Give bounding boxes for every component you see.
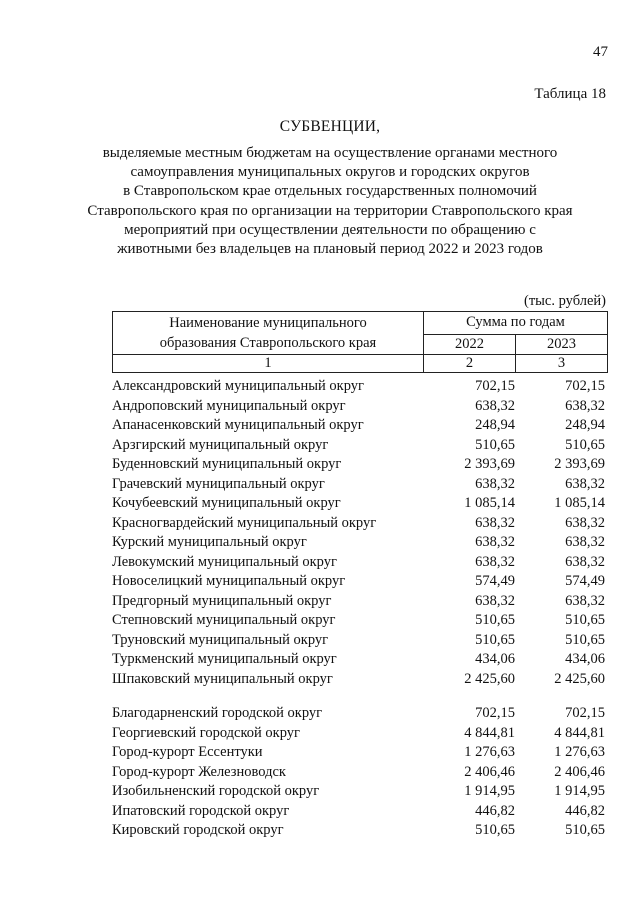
value-2022: 2 406,46 <box>464 763 515 780</box>
value-2023: 248,94 <box>565 417 605 433</box>
municipality-name: Предгорный муниципальный округ <box>112 592 332 609</box>
value-2023: 510,65 <box>565 436 605 453</box>
document-title: СУБВЕНЦИИ, <box>279 118 381 135</box>
page-number: 47 <box>593 44 608 60</box>
value-2022: 4 844,81 <box>464 724 515 741</box>
table-label: Таблица 18 <box>534 86 606 102</box>
table-row <box>112 592 608 612</box>
value-2022: 1 276,63 <box>464 744 515 760</box>
table-row <box>112 572 608 592</box>
table-row <box>112 763 608 783</box>
municipality-name: Шпаковский муниципальный округ <box>112 670 333 687</box>
unit-label: (тыс. рублей) <box>524 293 606 309</box>
municipality-name: Труновский муниципальный округ <box>112 631 329 648</box>
value-2022: 702,15 <box>475 705 515 721</box>
value-2023: 638,32 <box>565 592 605 609</box>
value-2023: 574,49 <box>565 573 605 589</box>
value-2023: 434,06 <box>565 651 605 667</box>
value-2022: 2 425,60 <box>464 670 515 687</box>
value-2022: 638,32 <box>475 514 515 531</box>
table-row <box>112 650 608 670</box>
table-row <box>112 821 608 841</box>
table-row <box>112 743 608 763</box>
value-2023: 638,32 <box>565 553 605 570</box>
municipality-name: Арзгирский муниципальный округ <box>112 436 329 453</box>
value-2023: 510,65 <box>565 822 605 838</box>
municipality-name: Кировский городской округ <box>112 822 284 838</box>
value-2022: 638,32 <box>475 475 515 492</box>
value-2023: 1 085,14 <box>554 495 605 511</box>
value-2023: 1 276,63 <box>554 744 605 760</box>
value-2022: 638,32 <box>475 553 515 570</box>
municipality-name: Изобильненский городской округ <box>112 783 320 799</box>
municipality-name: Георгиевский городской округ <box>112 724 300 741</box>
value-2023: 2 406,46 <box>554 763 605 780</box>
value-2023: 638,32 <box>565 534 605 550</box>
value-2023: 2 393,69 <box>554 456 605 472</box>
table-row <box>112 553 608 573</box>
table-row <box>112 631 608 651</box>
table-row <box>112 494 608 514</box>
subtitle-line: животными без владельцев на плановый период 2022 и 2023 годов <box>117 241 543 258</box>
municipality-name: Красногвардейский муниципальный округ <box>112 514 377 531</box>
value-2022: 2 393,69 <box>464 456 515 472</box>
value-2022: 638,32 <box>475 592 515 609</box>
value-2022: 1 085,14 <box>464 495 515 511</box>
table-header <box>112 311 608 373</box>
municipality-name: Кочубеевский муниципальный округ <box>112 495 341 511</box>
municipality-name: Левокумский муниципальный округ <box>112 553 337 570</box>
municipality-name: Туркменский муниципальный округ <box>112 651 337 667</box>
table-row <box>112 704 608 724</box>
municipality-name: Курский муниципальный округ <box>112 534 307 550</box>
value-2022: 638,32 <box>475 397 515 414</box>
municipality-name: Апанасенковский муниципальный округ <box>112 417 364 433</box>
value-2023: 638,32 <box>565 397 605 414</box>
value-2023: 638,32 <box>565 475 605 492</box>
value-2023: 510,65 <box>565 631 605 648</box>
value-2022: 446,82 <box>475 802 515 819</box>
table-row <box>112 475 608 495</box>
value-2023: 702,15 <box>565 705 605 721</box>
subtitle-line: Ставропольского края по организации на территории Ставропольского края <box>87 202 573 219</box>
subtitle-line: самоуправления муниципальных округов и городских округов <box>130 164 530 181</box>
municipality-name: Город-курорт Железноводск <box>112 763 286 780</box>
value-2023: 702,15 <box>565 378 605 394</box>
header-name-line: Наименование муниципального <box>169 315 367 331</box>
municipality-name: Андроповский муниципальный округ <box>112 397 346 414</box>
header-sum-by-years: Сумма по годам <box>424 312 608 335</box>
header-name-cell <box>113 312 424 355</box>
value-2023: 4 844,81 <box>554 724 605 741</box>
table-row <box>112 514 608 534</box>
value-2022: 248,94 <box>475 417 515 433</box>
value-2022: 510,65 <box>475 822 515 838</box>
value-2022: 510,65 <box>475 631 515 648</box>
table-row <box>112 611 608 631</box>
table-body <box>112 377 608 841</box>
municipality-name: Ипатовский городской округ <box>112 802 290 819</box>
header-col-number: 3 <box>515 355 607 373</box>
value-2023: 1 914,95 <box>554 783 605 799</box>
table-row <box>112 533 608 553</box>
value-2022: 638,32 <box>475 534 515 550</box>
header-year-2022: 2022 <box>424 334 516 354</box>
value-2023: 2 425,60 <box>554 670 605 687</box>
value-2022: 574,49 <box>475 573 515 589</box>
municipality-name: Новоселицкий муниципальный округ <box>112 573 346 589</box>
value-2022: 510,65 <box>475 436 515 453</box>
table-row <box>112 670 608 690</box>
value-2022: 510,65 <box>475 612 515 628</box>
value-2023: 446,82 <box>565 802 605 819</box>
table-row <box>112 455 608 475</box>
municipality-name: Город-курорт Ессентуки <box>112 744 263 760</box>
table-row <box>112 377 608 397</box>
header-name-line: образования Ставропольского края <box>159 335 377 351</box>
table-row <box>112 416 608 436</box>
municipality-name: Грачевский муниципальный округ <box>112 475 325 492</box>
municipality-name: Благодарненский городской округ <box>112 705 323 721</box>
document-title-block <box>60 118 600 259</box>
subtitle-line: в Ставропольском крае отдельных государственных полномочий <box>123 183 537 200</box>
table-row <box>112 436 608 456</box>
table-row <box>112 724 608 744</box>
value-2022: 702,15 <box>475 378 515 394</box>
table-row <box>112 397 608 417</box>
municipality-name: Александровский муниципальный округ <box>112 378 364 394</box>
municipality-name: Степновский муниципальный округ <box>112 612 336 628</box>
value-2022: 434,06 <box>475 651 515 667</box>
value-2023: 510,65 <box>565 612 605 628</box>
subtitle-line: мероприятий при осуществлении деятельности по обращению с <box>124 221 536 238</box>
table-row <box>112 802 608 822</box>
value-2023: 638,32 <box>565 514 605 531</box>
municipality-name: Буденновский муниципальный округ <box>112 456 342 472</box>
header-col-number: 2 <box>424 355 516 373</box>
value-2022: 1 914,95 <box>464 783 515 799</box>
header-year-2023: 2023 <box>515 334 607 354</box>
header-col-number: 1 <box>113 355 424 373</box>
subtitle-line: выделяемые местным бюджетам на осуществление органами местного <box>102 145 558 161</box>
table-row <box>112 782 608 802</box>
